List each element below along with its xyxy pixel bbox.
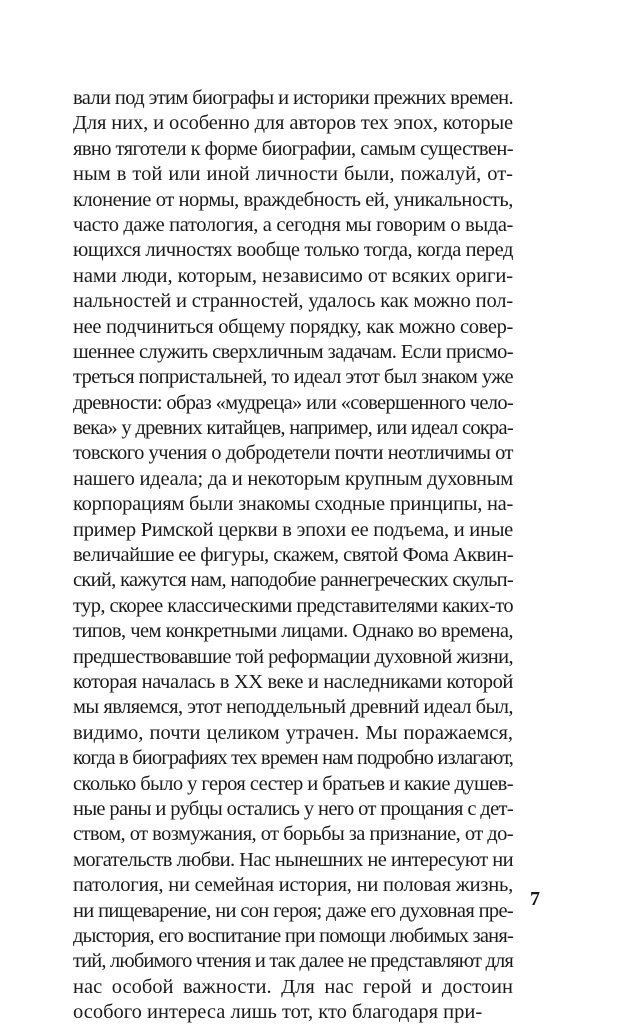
text-line: века» у древних китайцев, например, или идеал сокра- <box>73 417 513 440</box>
text-line: ные раны и рубцы остались у него от прощания с дет- <box>73 797 513 820</box>
text-line: предшествовавшие той реформации духовной жизни, <box>73 645 513 668</box>
text-line: нас особой важности. Для нас герой и достоин <box>73 975 513 998</box>
text-line: Для них, и особенно для авторов тех эпох, которые <box>73 112 513 135</box>
text-line: часто даже патология, а сегодня мы говорим о выда- <box>73 213 513 236</box>
text-line: пример Римской церкви в эпохи ее подъема, и иные <box>73 518 513 541</box>
text-line: которая началась в XX веке и наследниками которой <box>73 670 513 693</box>
text-line: корпорациям были знакомы сходные принципы, на- <box>73 493 513 516</box>
text-line: ни пищеварение, ни сон героя; даже его духовная пре- <box>73 899 513 922</box>
text-line: мы являемся, этот неподдельный древний идеал был, <box>73 696 513 719</box>
page-number: 7 <box>530 888 540 910</box>
text-line: шеннее служить сверхличным задачам. Если присмо- <box>73 340 513 363</box>
text-line: треться попристальней, то идеал этот был знаком уже <box>73 366 513 389</box>
text-line: вали под этим биографы и историки прежних времен. <box>73 87 513 109</box>
text-line: явно тяготели к форме биографии, самым существен- <box>73 137 513 160</box>
text-line: нальностей и странностей, удалось как можно пол- <box>73 290 513 313</box>
text-line: дыстория, его воспитание при помощи любимых заня- <box>73 924 513 947</box>
text-line: патология, ни семейная история, ни половая жизнь, <box>73 874 513 897</box>
text-line: ющихся личностях вообще только тогда, когда перед <box>73 239 513 262</box>
text-line: величайшие ее фигуры, скажем, святой Фома Аквин- <box>73 544 513 567</box>
text-line: нее подчиниться общему порядку, как можно совер- <box>73 315 513 338</box>
text-line: могательств любви. Нас нынешних не интересуют ни <box>73 848 513 871</box>
text-line: особого интереса лишь тот, кто благодаря при- <box>73 1001 483 1024</box>
text-line: клонение от нормы, враждебность ей, уникальность, <box>73 188 513 211</box>
text-line: нами люди, которым, независимо от всяких ориги- <box>73 264 513 287</box>
text-line: ский, кажутся нам, наподобие раннегреческих скульп- <box>73 569 513 592</box>
text-line: тур, скорее классическими представителями каких-то <box>73 594 513 617</box>
text-line: тий, любимого чтения и так далее не представляют для <box>73 950 513 973</box>
text-line: ным в той или иной личности были, пожалуй, от- <box>73 163 513 186</box>
text-line: товского учения о добродетели почти неотличимы от <box>73 442 513 465</box>
text-line: типов, чем конкретными лицами. Однако во времена, <box>73 620 513 643</box>
text-line: видимо, почти целиком утрачен. Мы поражаемся, <box>73 721 513 744</box>
body-text <box>73 86 513 1025</box>
text-line: когда в биографиях тех времен нам подробно излагают, <box>73 747 513 770</box>
text-line: сколько было у героя сестер и братьев и какие душев- <box>73 772 513 795</box>
text-line: древности: образ «мудреца» или «совершенного чело- <box>73 391 513 414</box>
text-line: нашего идеала; да и некоторым крупным духовным <box>73 467 513 490</box>
text-line: ством, от возмужания, от борьбы за признание, от до- <box>73 823 513 846</box>
